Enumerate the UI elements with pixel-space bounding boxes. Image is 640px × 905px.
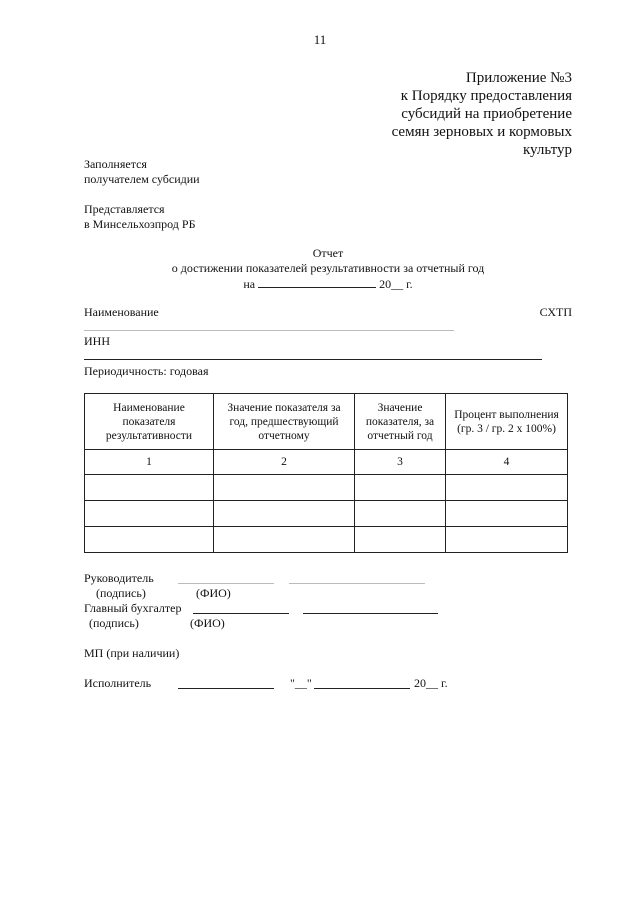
report-year-prefix: на [243,277,256,291]
table-cell[interactable] [214,501,355,527]
table-cell[interactable] [85,501,214,527]
head-sign-caption: (подпись) [96,586,146,600]
column-number-row [85,450,568,475]
executor-date-quote: "__" [290,676,312,690]
column-number: 4 [446,450,568,475]
table-cell[interactable] [446,475,568,501]
submitted-to-line-2: в Минсельхозпрод РБ [84,217,196,231]
table-cell[interactable] [355,527,446,553]
executor-date-line[interactable] [314,688,410,689]
name-underline[interactable] [84,330,454,331]
header-completion-percent: Процент выполнения (гр. 3 / гр. 2 х 100%) [446,394,568,450]
appendix-line-3: субсидий на приобретение [401,106,572,122]
table-cell[interactable] [85,475,214,501]
results-table [84,393,568,553]
head-fio-caption: (ФИО) [196,586,231,600]
header-indicator-name: Наименование показателя результативности [85,394,214,450]
table-cell[interactable] [355,475,446,501]
executor-name-line[interactable] [178,688,274,689]
head-label: Руководитель [84,571,154,585]
stamp-note: МП (при наличии) [84,646,180,660]
accountant-label: Главный бухгалтер [84,601,182,615]
executor-year: 20__ г. [414,676,448,690]
appendix-line-4: семян зерновых и кормовых [391,124,572,140]
head-fio-line[interactable] [289,583,425,584]
submitted-to-line-1: Представляется [84,202,165,216]
table-row [85,501,568,527]
report-year-line [0,275,640,291]
report-title: Отчет [312,246,344,260]
table-cell[interactable] [446,527,568,553]
report-year-blank[interactable] [258,275,376,288]
page-number: 11 [313,32,327,47]
org-type: СХТП [539,305,572,319]
column-number: 2 [214,450,355,475]
executor-label: Исполнитель [84,676,152,690]
accountant-fio-caption: (ФИО) [190,616,225,630]
column-number: 1 [85,450,214,475]
report-subtitle: о достижении показателей результативности за отчетный год [171,261,485,275]
filled-by-line-1: Заполняется [84,157,147,171]
head-signature-line[interactable] [178,583,274,584]
header-reporting-year: Значение показателя, за отчетный год [355,394,446,450]
appendix-line-5: культур [522,142,572,158]
accountant-signature-line[interactable] [193,613,289,614]
column-number: 3 [355,450,446,475]
report-year-suffix: 20__ г. [379,277,413,291]
appendix-line-2: к Порядку предоставления [400,88,572,104]
table-cell[interactable] [85,527,214,553]
table-header-row [85,394,568,450]
inn-label: ИНН [84,334,110,348]
periodicity: Периодичность: годовая [84,364,209,378]
filled-by-line-2: получателем субсидии [84,172,200,186]
table-cell[interactable] [214,527,355,553]
table-row [85,527,568,553]
accountant-fio-line[interactable] [303,613,438,614]
table-row [85,475,568,501]
header-previous-year: Значение показателя за год, предшествующий отчетному [214,394,355,450]
appendix-line-1: Приложение №3 [465,70,572,86]
table-cell[interactable] [446,501,568,527]
inn-underline[interactable] [84,359,542,360]
table-cell[interactable] [214,475,355,501]
name-label: Наименование [84,305,159,319]
accountant-sign-caption: (подпись) [89,616,139,630]
table-cell[interactable] [355,501,446,527]
